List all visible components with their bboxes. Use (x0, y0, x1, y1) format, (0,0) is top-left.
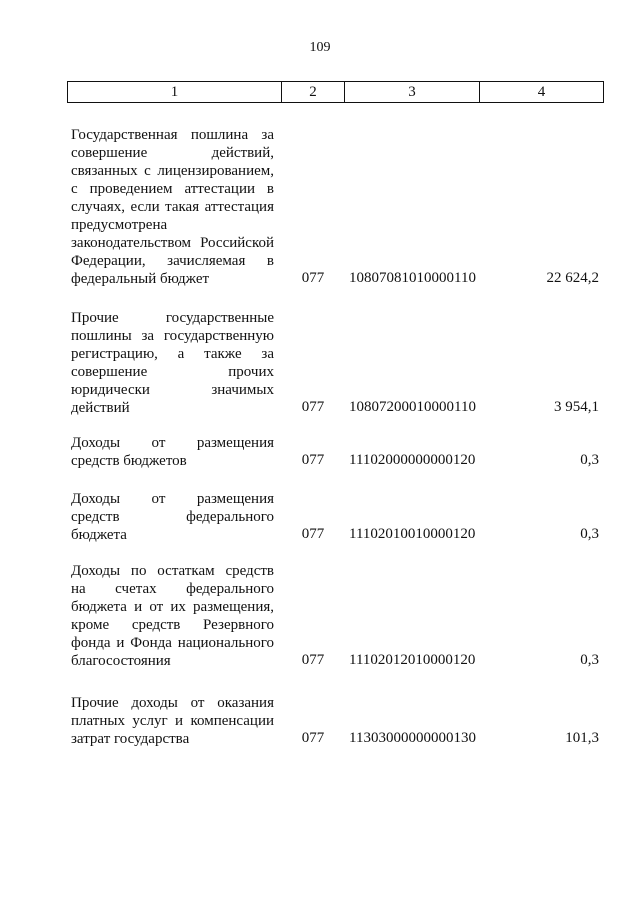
row-code: 077 (301, 526, 325, 542)
description-line: благосостояния (71, 653, 171, 669)
header-col-1: 1 (170, 83, 179, 100)
table-header (67, 81, 604, 103)
description-line: действий (71, 400, 130, 416)
row-budget-code: 11102010010000120 (349, 526, 476, 542)
row-budget-code: 11102000000000120 (349, 452, 476, 468)
row-description (71, 126, 274, 288)
description-line: Государственная пошлина за (71, 127, 274, 143)
description-line: кроме средств Резервного (71, 617, 274, 633)
description-line: средств федерального (71, 509, 274, 525)
description-line: фонда и Фонда национального (71, 635, 274, 651)
row-code: 077 (301, 270, 325, 286)
row-code: 077 (301, 730, 325, 746)
row-description (71, 490, 274, 544)
description-line: с проведением аттестации в (71, 181, 274, 197)
row-budget-code: 10807081010000110 (349, 270, 476, 286)
row-budget-code: 10807200010000110 (349, 399, 476, 415)
description-line: связанных с лицензированием, (71, 163, 274, 179)
description-line: бюджета и от их размещения, (71, 599, 274, 615)
description-line: федеральный бюджет (71, 271, 210, 287)
row-code: 077 (301, 452, 325, 468)
header-col-3: 3 (344, 82, 479, 102)
row-description (71, 309, 274, 417)
row-amount: 101,3 (565, 730, 599, 746)
row-code: 077 (301, 399, 325, 415)
description-line: юридически значимых (71, 382, 274, 398)
row-amount: 0,3 (580, 652, 599, 668)
description-line: регистрацию, а также за (71, 346, 274, 362)
description-line: законодательством Российской (71, 235, 274, 251)
description-line: на счетах федерального (71, 581, 274, 597)
description-line: случаях, если такая аттестация (71, 199, 274, 215)
row-amount: 0,3 (580, 452, 599, 468)
description-line: Доходы от размещения (71, 491, 274, 507)
row-budget-code: 11102012010000120 (349, 652, 476, 668)
row-amount: 0,3 (580, 526, 599, 542)
header-col-4: 4 (479, 82, 603, 102)
description-line: бюджета (71, 527, 127, 543)
row-code: 077 (301, 652, 325, 668)
description-line: Доходы по остаткам средств (71, 563, 274, 579)
description-line: пошлины за государственную (71, 328, 274, 344)
description-line: затрат государства (71, 731, 190, 747)
row-description (71, 434, 274, 470)
row-amount: 22 624,2 (546, 270, 599, 286)
row-description (71, 562, 274, 670)
description-line: совершение действий, (71, 145, 274, 161)
description-line: Федерации, зачисляемая в (71, 253, 274, 269)
page-number: 109 (309, 40, 331, 55)
row-amount: 3 954,1 (554, 399, 599, 415)
description-line: Прочие доходы от оказания (71, 695, 274, 711)
description-line: Доходы от размещения (71, 435, 274, 451)
header-col-2: 2 (281, 82, 344, 102)
description-line: совершение прочих (71, 364, 274, 380)
description-line: предусмотрена (71, 217, 168, 233)
description-line: средств бюджетов (71, 453, 187, 469)
row-description (71, 694, 274, 748)
description-line: Прочие государственные (71, 310, 274, 326)
row-budget-code: 11303000000000130 (349, 730, 476, 746)
description-line: платных услуг и компенсации (71, 713, 274, 729)
